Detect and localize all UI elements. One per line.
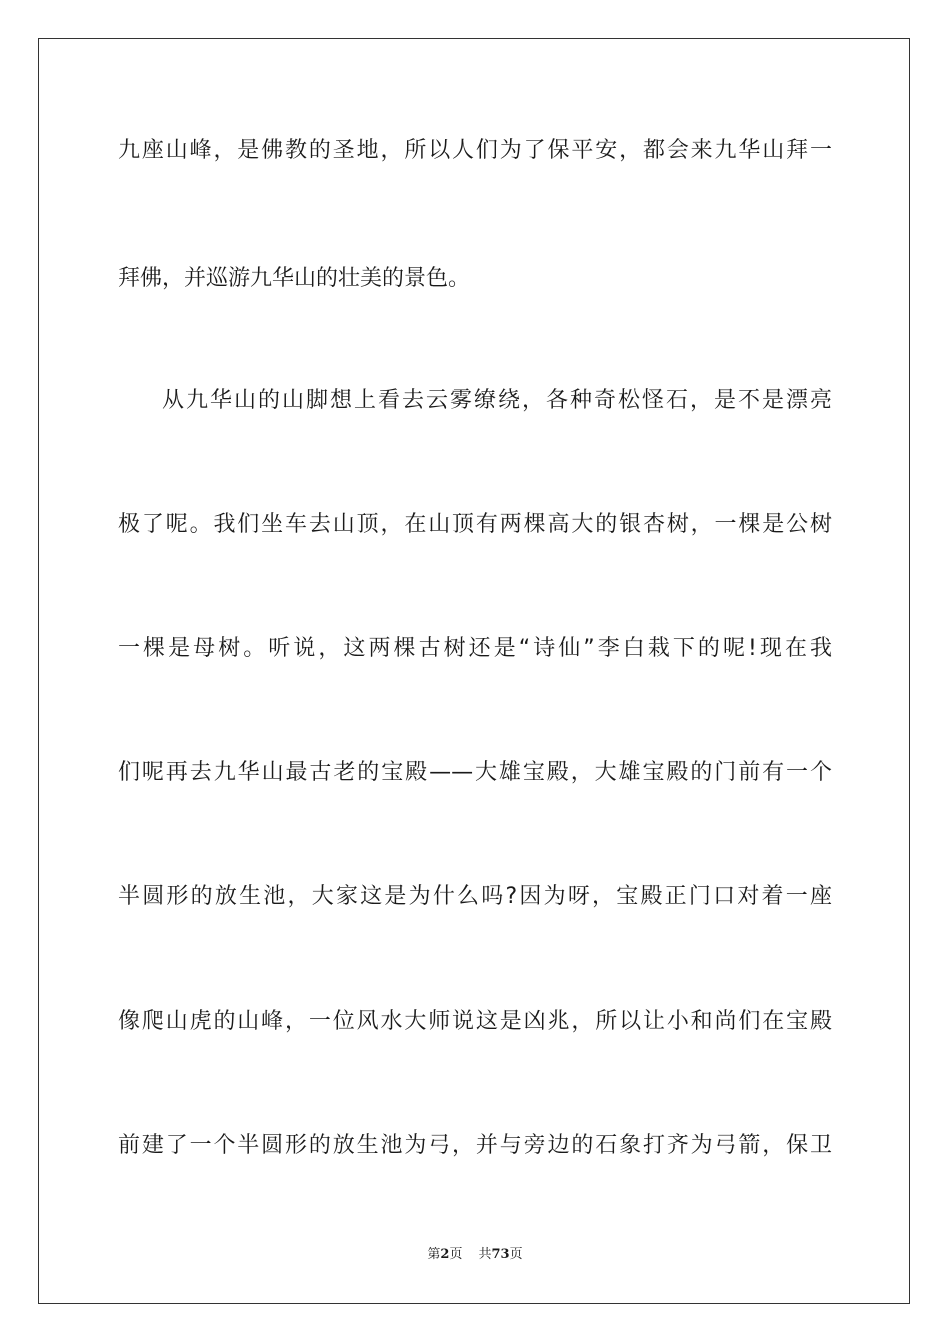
body-line-4: 极了呢。我们坐车去山顶，在山顶有两棵高大的银杏树，一棵是公树: [118, 512, 832, 537]
page-prefix: 第: [427, 1247, 441, 1262]
body-line-8: 像爬山虎的山峰，一位风水大师说这是凶兆，所以让小和尚们在宝殿: [118, 1009, 832, 1034]
total-prefix: 共: [478, 1247, 492, 1262]
body-line-6: 们呢再去九华山最古老的宝殿——大雄宝殿，大雄宝殿的门前有一个: [118, 760, 832, 785]
body-line-7: 半圆形的放生池，大家这是为什么吗?因为呀，宝殿正门口对着一座: [118, 884, 832, 909]
body-line-5: 一棵是母树。听说，这两棵古树还是“诗仙”李白栽下的呢!现在我: [118, 636, 832, 661]
body-line-2: 拜佛，并巡游九华山的壮美的景色。: [118, 266, 471, 291]
page-unit: 页: [449, 1247, 463, 1262]
body-line-3: 从九华山的山脚想上看去云雾缭绕，各种奇松怪石，是不是漂亮: [162, 388, 832, 413]
page-total: 73: [491, 1247, 510, 1262]
page-footer: [0, 1246, 950, 1264]
page-current: 2: [440, 1247, 450, 1262]
total-unit: 页: [509, 1247, 523, 1262]
page-border: [38, 38, 910, 1304]
body-line-1: 九座山峰，是佛教的圣地，所以人们为了保平安，都会来九华山拜一: [118, 138, 832, 163]
body-line-9: 前建了一个半圆形的放生池为弓，并与旁边的石象打齐为弓箭，保卫: [118, 1133, 832, 1158]
